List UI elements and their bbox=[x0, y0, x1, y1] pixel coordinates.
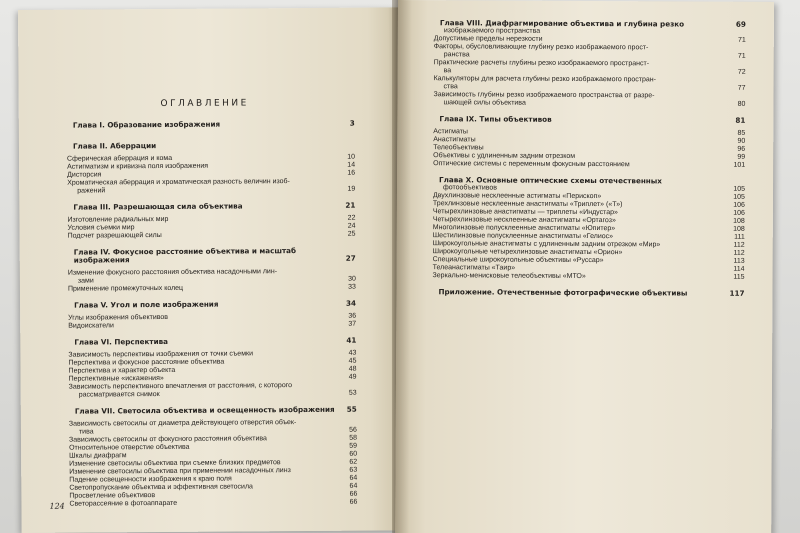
toc-entry-text: Глава VII. Светосила объектива и освещенность изображения bbox=[74, 404, 335, 416]
toc-entry-text: Шкалы диафрагм bbox=[69, 452, 127, 460]
toc-entry-text: Глава VI. Перспектива bbox=[74, 336, 169, 347]
toc-entry-text: Зависимость перспективного впечатления от расстояния, с которого bbox=[68, 382, 293, 391]
toc-entry-text: Перспективные «искажения» bbox=[68, 374, 164, 383]
toc-entry-text: Приложение. Отечественные фотографические объективы bbox=[438, 287, 688, 298]
toc-page-number: 21 bbox=[345, 200, 356, 210]
toc-entry-text: Условия съемки мир bbox=[67, 224, 135, 232]
toc-page-number: 64 bbox=[349, 474, 358, 482]
toc-page-number: 33 bbox=[348, 283, 356, 291]
toc-entry-text: шающей силы объектива bbox=[443, 99, 526, 107]
toc-page-number: 69 bbox=[735, 19, 746, 29]
toc-page-number: 34 bbox=[346, 298, 357, 308]
toc-entry-text: Изготовление радиальных мир bbox=[67, 215, 169, 224]
toc-entry-text: Допустимые пределы нерезкости bbox=[433, 35, 543, 43]
toc-entry-text: Подсчет разрешающей силы bbox=[67, 232, 162, 240]
toc-chapter-row bbox=[420, 288, 744, 298]
toc-entry-text: Применение промежуточных колец bbox=[67, 284, 184, 293]
toc-page-number: 37 bbox=[348, 320, 357, 328]
toc-entry-row bbox=[421, 272, 745, 282]
toc-entry-text: Светопропускание объектива и эффективная светосила bbox=[69, 483, 253, 492]
toc-entry-text: Практические расчеты глубины резко изображаемого пространст- bbox=[433, 59, 650, 68]
toc-entry-text: ранства bbox=[443, 51, 470, 59]
toc-entry-text: Широкоугольные четырехлинзовые анастигматы «Орион» bbox=[432, 248, 623, 257]
toc-page-number: 90 bbox=[737, 137, 746, 145]
toc-entry-text: Калькуляторы для расчета глубины резко изображаемого простран- bbox=[433, 75, 656, 84]
toc-page-number: 56 bbox=[349, 426, 357, 434]
toc-entry-text: Зависимость глубины резко изображаемого пространства от разре- bbox=[433, 91, 655, 100]
toc-page-number: 19 bbox=[347, 185, 356, 193]
toc-entry-text: Хроматическая аберрация и хроматическая разность величин изоб- bbox=[67, 178, 290, 187]
toc-title: ОГЛАВЛЕНИЕ bbox=[160, 98, 249, 110]
toc-page-number: 117 bbox=[729, 288, 745, 298]
toc-entry-text: Астигматизм и кривизна поля изображения bbox=[67, 162, 209, 171]
toc-entry-text: Относительное отверстие объектива bbox=[69, 443, 190, 452]
toc-page-number: 77 bbox=[737, 84, 746, 92]
toc-page-number: 66 bbox=[349, 490, 358, 498]
toc-page-number: 81 bbox=[735, 115, 746, 125]
toc-entry-text: рассматривается снимок bbox=[78, 391, 160, 399]
toc-page-number: 66 bbox=[349, 498, 358, 506]
right-fold-shadow bbox=[395, 0, 412, 533]
toc-page-number: 63 bbox=[349, 466, 358, 474]
toc-entry-text: Глава X. Основные оптические схемы отечественных bbox=[439, 175, 662, 186]
toc-page-number: 105 bbox=[733, 193, 745, 201]
toc-page-number: 108 bbox=[733, 217, 745, 225]
toc-page-number: 24 bbox=[347, 222, 356, 230]
toc-page-number: 59 bbox=[349, 442, 358, 450]
toc-page-number: 101 bbox=[733, 161, 746, 169]
toc-page-number: 108 bbox=[733, 225, 745, 233]
toc-entry-text: Глава IV. Фокусное расстояние объектива и масштаб изображения bbox=[73, 246, 297, 265]
toc-page-number: 112 bbox=[733, 249, 745, 257]
toc-entry-text: Дисторсия bbox=[67, 171, 102, 179]
toc-entry-text: Просветление объективов bbox=[69, 492, 156, 500]
toc-entry-text: Перспектива и фокусное расстояние объектива bbox=[68, 358, 225, 367]
toc-page-number: 3 bbox=[349, 118, 355, 128]
toc-entry-text: Сферическая аберрация и кома bbox=[67, 154, 173, 163]
toc-entry-text: тива bbox=[78, 428, 94, 436]
toc-page-number: 96 bbox=[737, 145, 746, 153]
toc-entry-row bbox=[57, 499, 357, 509]
toc-page-number: 99 bbox=[737, 153, 746, 161]
toc-page-number: 85 bbox=[737, 129, 746, 137]
toc-chapter-row bbox=[56, 247, 356, 265]
toc-page-number: 58 bbox=[349, 434, 358, 442]
toc-entry-text: Перспектива и характер объекта bbox=[68, 366, 176, 375]
toc-page-number: 106 bbox=[733, 209, 745, 217]
toc-page-number: 111 bbox=[734, 233, 745, 241]
toc-entry-text: Зависимость светосилы от фокусного расстояния объектива bbox=[68, 435, 267, 444]
toc-entry-text: Глава V. Угол и поле изображения bbox=[74, 299, 219, 310]
toc-page-number: 14 bbox=[347, 161, 356, 169]
toc-entry-text: Шестилинзовые полусклеенные анастигматы «Гелиос» bbox=[432, 232, 614, 241]
toc-page-number: 106 bbox=[733, 201, 745, 209]
toc-page-number: 72 bbox=[737, 68, 746, 76]
toc-entry-text: Телеобъективы bbox=[433, 144, 484, 152]
toc-entry-row bbox=[421, 160, 745, 170]
toc-entry-text: Изменение светосилы объектива при применении насадочных линз bbox=[69, 467, 291, 476]
toc-entry-text: Глава III. Разрешающая сила объектива bbox=[73, 201, 243, 212]
toc-entry-text: ва bbox=[443, 67, 452, 75]
toc-page-number: 30 bbox=[348, 275, 356, 283]
toc-page-number: 27 bbox=[345, 253, 356, 263]
toc-entry-text: Изменение фокусного расстояния объектива насадочными лин- bbox=[67, 268, 278, 277]
toc-page-number: 80 bbox=[737, 100, 746, 108]
toc-entry-text: зами bbox=[77, 277, 94, 285]
toc-page-number: 22 bbox=[347, 214, 356, 222]
toc-entry-text: Телеанастигматы «Таир» bbox=[432, 264, 516, 272]
page-number: 124 bbox=[49, 501, 65, 511]
toc-page-number: 55 bbox=[346, 404, 357, 414]
toc-entry-text: Углы изображения объективов bbox=[68, 313, 169, 322]
toc-entry-text: Зависимость светосилы от диаметра действующего отверстия объек- bbox=[68, 419, 297, 428]
toc-entry-text: Специальные широкоугольные объективы «Руссар» bbox=[432, 256, 604, 265]
toc-page-number: 25 bbox=[347, 230, 356, 238]
right-toc-column bbox=[420, 19, 745, 303]
toc-entry-text: Зависимость перспективы изображения от точки съемки bbox=[68, 350, 254, 359]
toc-entry-text: Анастигматы bbox=[433, 136, 476, 144]
toc-page-number: 16 bbox=[347, 169, 356, 177]
toc-page-number: 53 bbox=[348, 389, 357, 397]
toc-page-number: 71 bbox=[737, 52, 746, 60]
toc-entry-text: Четырехлинзовые анастигматы — триплеты «Индустар» bbox=[432, 208, 618, 217]
left-toc-entries bbox=[55, 120, 358, 509]
toc-entry-text: фотообъективов bbox=[442, 184, 498, 192]
toc-entry-text: Двухлинзовые несклеенные астигматы «Перископ» bbox=[432, 192, 602, 201]
toc-page-number: 64 bbox=[349, 482, 358, 490]
left-page bbox=[18, 7, 402, 533]
toc-page-number: 49 bbox=[348, 373, 357, 381]
left-toc-column bbox=[55, 98, 358, 509]
toc-chapter-row bbox=[421, 115, 745, 125]
toc-page-number: 62 bbox=[349, 458, 358, 466]
toc-entry-text: Изменение светосилы объектива при съемке близких предметов bbox=[69, 459, 281, 468]
toc-page-number: 60 bbox=[349, 450, 358, 458]
toc-page-number: 10 bbox=[347, 153, 356, 161]
toc-entry-text: Объективы с удлиненным задним отрезком bbox=[433, 152, 576, 160]
right-toc-entries bbox=[420, 19, 745, 303]
toc-page-number: 43 bbox=[348, 349, 357, 357]
toc-entry-text: Широкоугольные анастигматы с удлиненным задним отрезком «Мир» bbox=[432, 240, 661, 249]
toc-page-number: 36 bbox=[348, 312, 357, 320]
toc-entry-text: Факторы, обусловливающие глубину резко изображаемого прост- bbox=[433, 43, 649, 52]
toc-entry-text: Астигматы bbox=[433, 128, 468, 136]
toc-entry-text: ражений bbox=[77, 187, 106, 195]
toc-page-number: 71 bbox=[737, 36, 746, 44]
toc-page-number: 113 bbox=[733, 257, 745, 265]
toc-entry-text: Глава I. Образование изображения bbox=[72, 119, 221, 130]
toc-page-number: 114 bbox=[733, 265, 745, 273]
toc-entry-text: Многолинзовые полусклеенные анастигматы «Юпитер» bbox=[432, 224, 616, 233]
toc-entry-text: Зеркально-менисковые телеобъективы «МТО» bbox=[432, 272, 586, 280]
toc-entry-row bbox=[421, 99, 745, 109]
toc-page-number: 41 bbox=[346, 335, 357, 345]
toc-page-number: 112 bbox=[733, 241, 745, 249]
toc-page-number: 105 bbox=[733, 185, 746, 193]
toc-entry-text: Четырехлинзовые несклеенные анастигматы «Ортагоз» bbox=[432, 216, 616, 225]
toc-page-number: 45 bbox=[348, 357, 357, 365]
toc-entry-text: Видоискатели bbox=[68, 322, 114, 330]
toc-entry-text: Глава VIII. Диафрагмирование объектива и глубина резко bbox=[439, 18, 685, 29]
toc-page-number: 115 bbox=[733, 273, 745, 281]
toc-entry-text: Падение освещенности изображения к краю поля bbox=[69, 475, 232, 484]
toc-entry-text: изображаемого пространства bbox=[443, 27, 541, 35]
right-page bbox=[395, 0, 774, 533]
toc-entry-text: Трехлинзовые несклеенные анастигматы «Триплет» («Т») bbox=[432, 200, 623, 209]
toc-entry-text: Светорассеяние в фотоаппарате bbox=[69, 499, 178, 508]
toc-entry-text: ства bbox=[443, 83, 458, 91]
toc-entry-text: Глава IX. Типы объективов bbox=[439, 114, 552, 124]
toc-entry-text: Оптические системы с переменным фокусным расстоянием bbox=[433, 160, 630, 169]
toc-entry-text: Глава II. Аберрации bbox=[72, 141, 157, 151]
toc-page-number: 48 bbox=[348, 365, 357, 373]
